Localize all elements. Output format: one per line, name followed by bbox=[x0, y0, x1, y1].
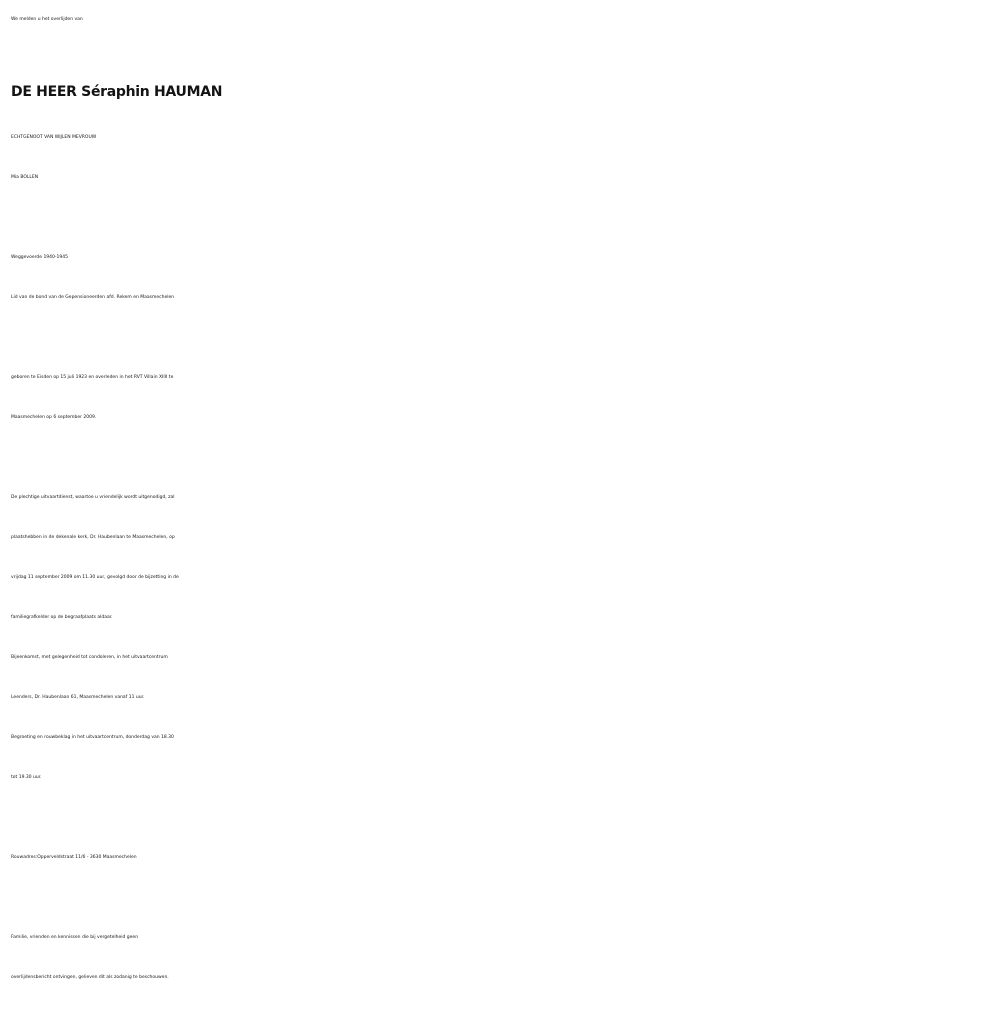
ceremony-line: plaatshebben in de dekenale kerk, Dr. Haubenlaan te Maasmechelen, op bbox=[11, 535, 175, 540]
affiliation-line: Lid van de bond van de Gepensioneerden afd. Rekem en Maasmechelen bbox=[11, 295, 175, 300]
life-dates-line: geboren te Eisden op 15 juli 1923 en overleden in het RVT Villain XIIII te bbox=[11, 375, 174, 380]
spouse-name: Mia BOLLEN bbox=[11, 175, 39, 180]
spacer bbox=[11, 438, 996, 478]
spacer bbox=[11, 798, 996, 838]
affiliation-line: Weggevoerde 1940-1945 bbox=[11, 255, 68, 260]
intro-text: We melden u het overlijden van bbox=[11, 17, 83, 22]
condolence-line: Begroeting en rouwbeklag in het uitvaartcentrum, donderdag van 18.30 bbox=[11, 735, 174, 740]
mourning-address: Rouwadres:Opperveldstraat 11/6 - 3630 Maasmechelen bbox=[11, 855, 137, 860]
spouse-title: ECHTGENOOT VAN WIJLEN MEVROUW bbox=[11, 135, 97, 140]
ceremony-line: familiegrafkelder op de begraafplaats aldaar. bbox=[11, 615, 113, 620]
ceremony-line: vrijdag 11 september 2009 om 11.30 uur, gevolgd door de bijzetting in de bbox=[11, 575, 179, 580]
ceremony-line: De plechtige uitvaartdienst, waartoe u vriendelijk wordt uitgenodigd, zal bbox=[11, 495, 175, 500]
life-dates-line: Maasmechelen op 6 september 2009. bbox=[11, 415, 97, 420]
closing-line: Familie, vrienden en kennissen die bij vergetelheid geen bbox=[11, 935, 139, 940]
gathering-line: Bijeenkomst, met gelegenheid tot condoleren, in het uitvaartcentrum bbox=[11, 655, 168, 660]
spacer bbox=[11, 878, 996, 918]
closing-line: overlijdensbericht ontvingen, gelieven dit als zodanig te beschouwen. bbox=[11, 975, 169, 980]
death-notice bbox=[11, 0, 996, 998]
spacer bbox=[11, 318, 996, 358]
deceased-name: DE HEER Séraphin HAUMAN bbox=[11, 84, 223, 100]
spacer bbox=[11, 40, 996, 66]
spacer bbox=[11, 198, 996, 238]
gathering-line: Leenders, Dr. Haubenlaan 61, Maasmechelen vanaf 11 uur. bbox=[11, 695, 145, 700]
condolence-line: tot 19.30 uur. bbox=[11, 775, 42, 780]
